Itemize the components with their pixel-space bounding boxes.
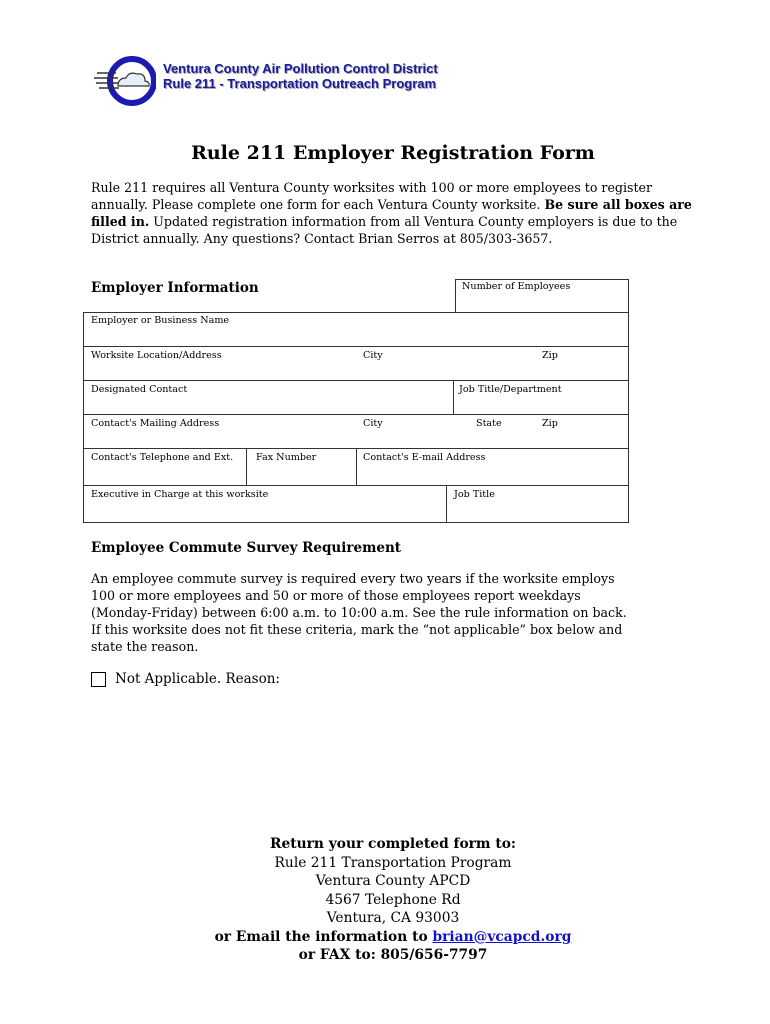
grid-line [453,380,454,415]
intro-bold-text: Be sure all boxes are filled in. [91,197,692,229]
page-title: Rule 211 Employer Registration Form [191,142,595,164]
mailing-city-field[interactable]: City [363,418,383,429]
fax-field[interactable]: Fax Number [256,452,317,463]
intro-paragraph [91,179,701,247]
grid-line [455,279,456,313]
survey-paragraph: An employee commute survey is required every two years if the worksite employs 100 or more employees and 50 or more of those employees report weekdays (Monday-Friday) between 6:00 a.m. to 10:00 a.m. See the rule information on back. If this worksite does not fit these criteria, mark the “not applicable” box below and state the reason. [91,571,627,654]
grid-line [83,312,629,313]
mailing-zip-field[interactable]: Zip [542,418,558,429]
mailing-address-field[interactable]: Contact's Mailing Address [91,418,220,429]
job-title-department-field[interactable]: Job Title/Department [459,384,562,395]
executive-job-title-field[interactable]: Job Title [454,489,495,500]
state-field[interactable]: State [476,418,502,429]
grid-line [356,448,357,486]
intro-text-2: Updated registration information from all Ventura County employers is due to the District annually. Any questions? Contact Brian Serros at 805/303-3657. [91,214,678,246]
return-heading: Return your completed form to: [269,836,517,852]
org-line-2: Rule 211 - Transportation Outreach Program [163,76,437,91]
not-applicable-checkbox[interactable] [91,672,106,687]
email-field[interactable]: Contact's E-mail Address [363,452,486,463]
number-of-employees-field[interactable]: Number of Employees [462,281,571,292]
return-email-line [0,928,770,947]
grid-line [83,380,629,381]
zip-field[interactable]: Zip [542,350,558,361]
worksite-address-field[interactable]: Worksite Location/Address [91,350,222,361]
telephone-field[interactable]: Contact's Telephone and Ext. [91,452,234,463]
grid-line [628,279,629,523]
return-line-2: Ventura County APCD [315,873,471,889]
executive-field[interactable]: Executive in Charge at this worksite [91,489,269,500]
business-name-field[interactable]: Employer or Business Name [91,315,230,326]
org-name [163,61,438,91]
return-fax-line: or FAX to: 805/656-7797 [298,947,488,963]
email-link[interactable]: brian@vcapcd.org [432,928,572,945]
grid-line [83,414,629,415]
not-applicable-label: Not Applicable. Reason: [115,671,280,687]
city-field[interactable]: City [363,350,383,361]
survey-section-title: Employee Commute Survey Requirement [91,540,401,556]
grid-line [83,522,629,523]
vcapcd-logo [94,56,156,106]
return-line-1: Rule 211 Transportation Program [274,854,512,871]
return-email-prefix: or Email the information to [214,928,433,945]
intro-text-1: Rule 211 requires all Ventura County worksites with 100 or more employees to register annually. Please complete one form for each Ventura County worksite. [91,180,652,212]
grid-line [455,279,629,280]
grid-line [83,312,84,523]
org-line-1: Ventura County Air Pollution Control District [163,61,438,76]
grid-line [83,346,629,347]
grid-line [246,448,247,486]
grid-line [446,485,447,523]
designated-contact-field[interactable]: Designated Contact [91,384,188,395]
employer-section-title: Employer Information [91,280,259,296]
return-line-3: 4567 Telephone Rd [325,891,461,908]
return-line-4: Ventura, CA 93003 [326,910,460,926]
return-block [0,835,770,965]
